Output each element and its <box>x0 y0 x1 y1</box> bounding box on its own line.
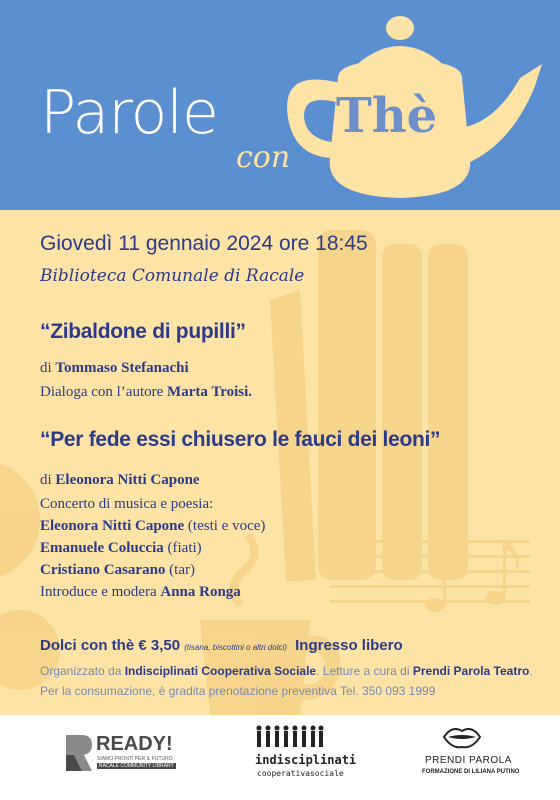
booking-line: Per la consumazione, è gradita prenotazione preventiva Tel. 350 093 1999 <box>40 684 436 698</box>
title-word-con: con <box>236 140 291 175</box>
book1-moderator: Marta Troisi. <box>167 384 253 400</box>
book2-title: “Per fede essi chiusero le fauci dei leoni” <box>40 428 441 451</box>
book1-author-line: di Tommaso Stefanachi <box>40 360 189 376</box>
footer-logos <box>0 715 560 800</box>
book2-author: Eleonora Nitti Capone <box>55 472 200 488</box>
header-band <box>0 0 560 210</box>
performer-line: Emanuele Coluccia (fiati) <box>40 540 202 556</box>
indisciplinati-figures-icon <box>255 725 325 749</box>
prendi-parola-name: PRENDI PAROLA <box>425 755 512 766</box>
title-word-the: Thè <box>336 88 438 144</box>
book1-title: “Zibaldone di pupilli” <box>40 320 246 343</box>
event-venue: Biblioteca Comunale di Racale <box>40 266 305 286</box>
ready-logo-sub2: RACALE COMMUNITY LIBRARY <box>99 763 174 769</box>
book1-author: Tommaso Stefanachi <box>55 360 189 376</box>
price-label: Dolci con thè € 3,50 <box>40 637 181 654</box>
price-note: (tisana, biscottini o altri dolci) <box>184 643 287 652</box>
title-word-parole: Parole <box>40 78 218 148</box>
entry-label: Ingresso libero <box>295 637 403 654</box>
prendi-parola-sub: FORMAZIONE DI LILIANA PUTINO <box>422 769 520 775</box>
performer-line: Cristiano Casarano (tar) <box>40 562 195 578</box>
intro-name: Anna Ronga <box>160 584 241 600</box>
lips-icon <box>442 725 482 749</box>
performer-line: Eleonora Nitti Capone (testi e voce) <box>40 518 266 534</box>
ready-logo-name: READY! <box>96 733 173 755</box>
organizer-line: Organizzato da Indisciplinati Cooperativa Sociale. Letture a cura di Prendi Parola Teatro. <box>40 664 533 678</box>
indisciplinati-sub: cooperativasociale <box>257 769 344 778</box>
concert-line: Concerto di musica e poesia: <box>40 496 214 512</box>
indisciplinati-name: indisciplinati <box>255 753 357 767</box>
price-line <box>40 637 403 654</box>
event-date: Giovedì 11 gennaio 2024 ore 18:45 <box>40 232 368 255</box>
intro-line: Introduce e modera Anna Ronga <box>40 584 241 600</box>
book2-author-line: di Eleonora Nitti Capone <box>40 472 200 488</box>
ready-logo-sub1: SIAMO PRONTI PER IL FUTURO <box>97 756 173 762</box>
book1-dialogue-line: Dialoga con l’autore Marta Troisi. <box>40 384 253 400</box>
ready-logo-icon <box>66 735 92 771</box>
